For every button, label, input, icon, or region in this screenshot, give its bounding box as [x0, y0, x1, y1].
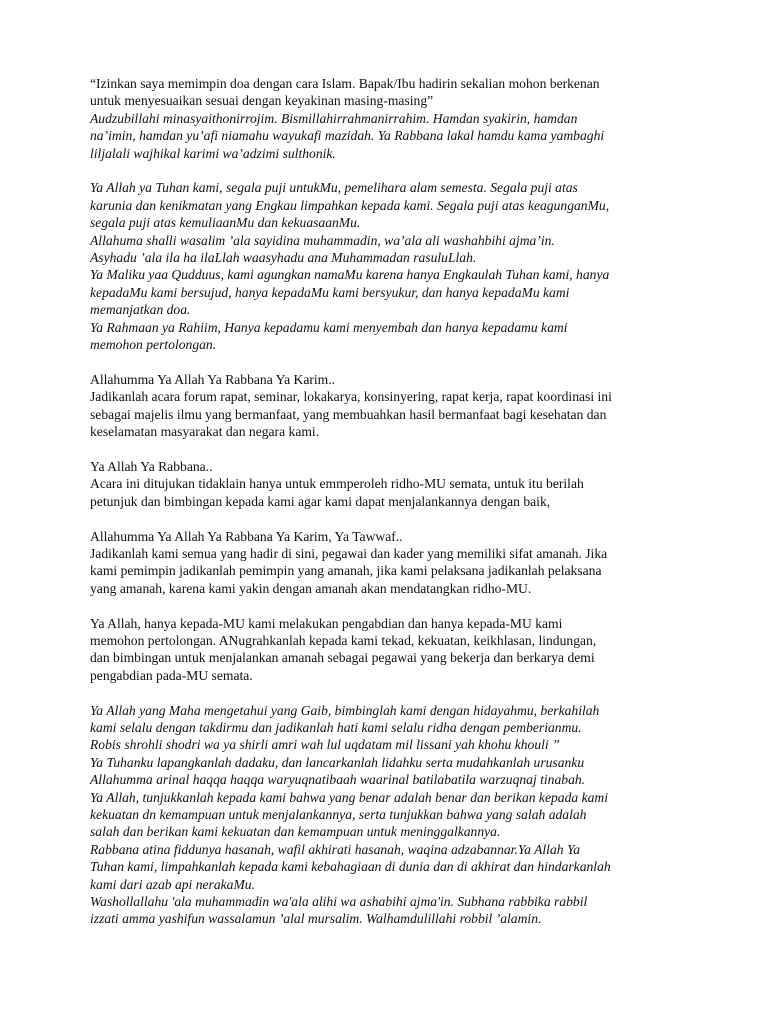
text-line: Ya Allah yang Maha mengetahui yang Gaib, bimbinglah kami dengan hidayahmu, berkahilah: [90, 702, 600, 718]
paragraph: [90, 75, 678, 110]
text-line: Ya Tuhanku lapangkanlah dadaku, dan lancarkanlah lidahku serta mudahkanlah urusanku: [90, 754, 585, 770]
text-line: Jadikanlah kami semua yang hadir di sini, pegawai dan kader yang memiliki sifat amanah. Jika: [90, 545, 608, 561]
text-line: kami pemimpin jadikanlah pemimpin yang amanah, jika kami pelaksana jadikanlah pelaksana: [90, 563, 602, 579]
paragraph-spacer: [90, 353, 678, 370]
text-line: memohon pertolongan.: [90, 337, 217, 353]
text-line: izzati amma yashifun wassalamun ’alal mursalim. Walhamdulillahi robbil ’alamin.: [90, 911, 542, 927]
text-line: kekuatan dn kemampuan untuk menjalankannya, serta tunjukkan bahwa yang salah adalah: [90, 806, 587, 822]
text-line: yang amanah, karena kami yakin dengan amanah akan mendatangkan ridho-MU.: [90, 580, 532, 596]
text-line: na’imin, hamdan yu’afi niamahu wayukafi mazidah. Ya Rabbana lakal hamdu kama yambaghi: [90, 128, 605, 144]
paragraph-spacer: [90, 597, 678, 614]
text-line: segala puji atas kemuliaanMu dan kekuasaanMu.: [90, 215, 361, 231]
paragraph: [90, 528, 678, 598]
text-line: Ya Allah ya Tuhan kami, segala puji untukMu, pemelihara alam semesta. Segala puji atas: [90, 180, 578, 196]
text-line: Washollallahu 'ala muhammadin wa'ala alihi wa ashabihi ajma'in. Subhana rabbika rabbil: [90, 894, 588, 909]
text-line: petunjuk dan bimbingan kepada kami agar kami dapat menjalankannya dengan baik,: [90, 493, 551, 509]
paragraph: [90, 371, 678, 441]
text-line: sebagai majelis ilmu yang bermanfaat, yang membuahkan hasil bermanfaat bagi kesehatan dan: [90, 406, 607, 422]
text-line: Ya Maliku yaa Qudduus, kami agungkan namaMu karena hanya Engkaulah Tuhan kami, hanya: [90, 267, 610, 283]
text-line: memanjatkan doa.: [90, 302, 191, 318]
paragraph: [90, 615, 678, 685]
text-line: Asyhadu ’ala ila ha ilaLlah waasyhadu ana Muhammadan rasuluLlah.: [90, 250, 477, 266]
text-line: Acara ini ditujukan tidaklain hanya untuk emmperoleh ridho-MU semata, untuk itu berilah: [90, 476, 584, 492]
paragraph-spacer: [90, 162, 678, 179]
text-line: kami selalu dengan takdirmu dan jadikanlah hati kami selalu ridha dengan pemberianmu.: [90, 719, 582, 735]
text-line: Robis shrohli shodri wa ya shirli amri wah lul uqdatam mil lissani yah khohu khouli ”: [90, 737, 560, 753]
text-line: Ya Rahmaan ya Rahiim, Hanya kepadamu kami menyembah dan hanya kepadamu kami: [90, 319, 568, 335]
text-line: Rabbana atina fiddunya hasanah, wafil akhirati hasanah, waqina adzabannar.Ya Allah Ya: [90, 841, 581, 857]
text-line: Ya Allah, tunjukkanlah kepada kami bahwa yang benar adalah benar dan berikan kepada kami: [90, 789, 609, 805]
paragraph-spacer: [90, 684, 678, 701]
text-line: Jadikanlah acara forum rapat, seminar, lokakarya, konsinyering, rapat kerja, rapat koordinasi ini: [90, 389, 612, 405]
paragraph-spacer: [90, 441, 678, 458]
text-line: Allahumma Ya Allah Ya Rabbana Ya Karim..: [90, 371, 336, 387]
paragraph: [90, 179, 678, 353]
paragraph-spacer: [90, 510, 678, 527]
text-line: Allahuma shalli wasalim ’ala sayidina muhammadin, wa’ala ali washahbihi ajma’in.: [90, 232, 555, 248]
text-line: keselamatan masyarakat dan negara kami.: [90, 424, 320, 440]
text-line: kepadaMu kami bersujud, hanya kepadaMu kami bersyukur, dan hanya kepadaMu kami: [90, 284, 570, 300]
text-line: Ya Allah Ya Rabbana..: [90, 458, 213, 474]
text-line: untuk menyesuaikan sesuai dengan keyakinan masing-masing”: [90, 93, 434, 109]
text-line: kami dari azab api nerakaMu.: [90, 876, 255, 892]
text-line: Allahumma arinal haqqa haqqa waryuqnatibaah waarinal batilabatila warzuqnaj tinabah.: [90, 772, 586, 788]
text-line: memohon pertolongan. ANugrahkanlah kepada kami tekad, kekuatan, keikhlasan, lindungan,: [90, 632, 597, 648]
paragraph: [90, 458, 678, 510]
text-line: Audzubillahi minasyaithonirrojim. Bismillahirrahmanirrahim. Hamdan syakirin, hamdan: [90, 110, 578, 126]
text-line: Ya Allah, hanya kepada-MU kami melakukan pengabdian dan hanya kepada-MU kami: [90, 615, 563, 631]
text-line: liljalali wajhikal karimi wa’adzimi sulthonik.: [90, 145, 336, 161]
text-line: karunia dan kenikmatan yang Engkau limpahkan kepada kami. Segala puji atas keagunganMu,: [90, 197, 610, 213]
text-line: dan bimbingan untuk menjalankan amanah sebagai pegawai yang bekerja dan berkarya demi: [90, 650, 595, 666]
text-line: Tuhan kami, limpahkanlah kepada kami kebahagiaan di dunia dan di akhirat dan hindarkanlah: [90, 859, 611, 875]
paragraph: [90, 702, 678, 928]
text-line: pengabdian pada-MU semata.: [90, 667, 253, 683]
text-line: Allahumma Ya Allah Ya Rabbana Ya Karim, Ya Tawwaf..: [90, 528, 403, 544]
paragraph: [90, 110, 678, 162]
text-line: salah dan berikan kami kekuatan dan kemampuan untuk meninggalkannya.: [90, 824, 501, 840]
text-line: “Izinkan saya memimpin doa dengan cara Islam. Bapak/Ibu hadirin sekalian mohon berkenan: [90, 76, 600, 91]
